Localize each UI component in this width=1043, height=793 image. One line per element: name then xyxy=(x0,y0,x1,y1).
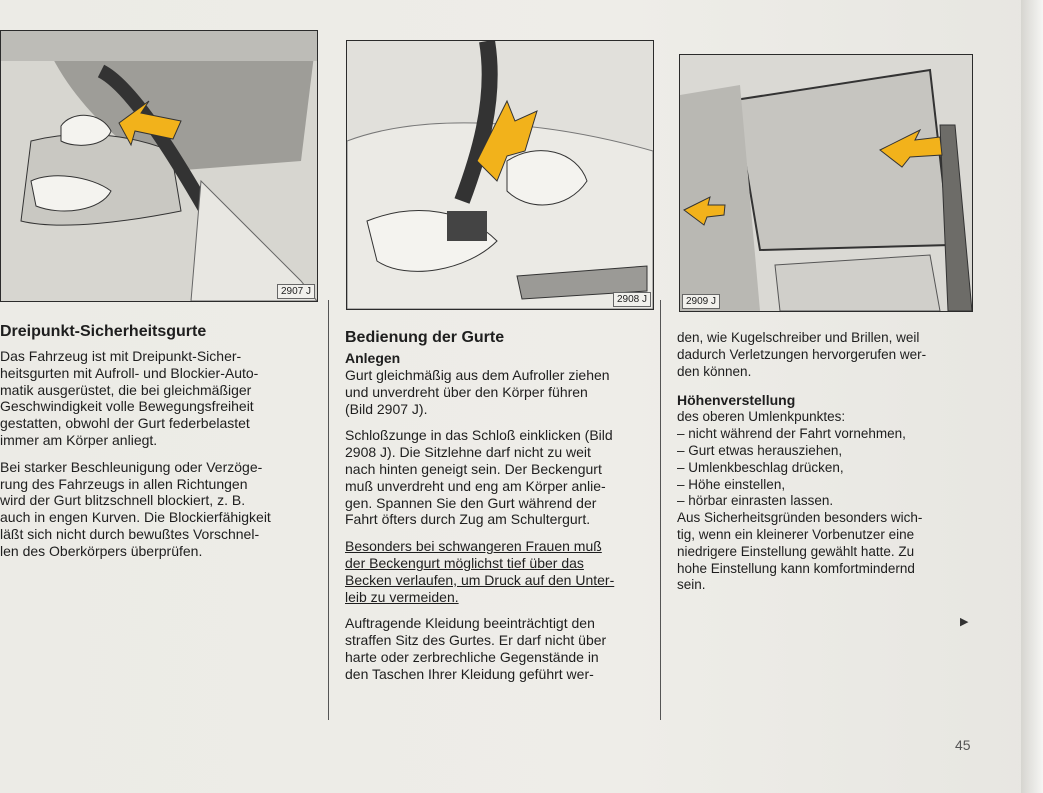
continue-arrow-icon: ▶ xyxy=(960,616,969,628)
heading-bedienung: Bedienung der Gurte xyxy=(345,329,505,346)
col3-para1: den, wie Kugelschreiber und Brillen, weil dadurch Verletzungen hervorgerufen wer- den können. xyxy=(677,330,927,379)
column-divider-left xyxy=(328,300,329,720)
col3-para2: des oberen Umlenkpunktes: – nicht während der Fahrt vornehmen, – Gurt etwas herausziehen, – Umlenkbeschlag drücken, – Höhe einstellen, – hörbar einrasten lassen. Aus Sicherheitsgründen besonders wich- tig, wenn ein kleinerer Vorbenutzer eine niedrigere Einstellung gewählt hatte. Zu hohe Einstellung kann komfortmindernd sein. xyxy=(677,409,923,593)
figure-label-2908: 2908 J xyxy=(613,292,651,307)
page-edge xyxy=(1021,0,1043,793)
col2-para1: Gurt gleichmäßig aus dem Aufroller ziehen und unverdreht über den Körper führen (Bild 2907 J). xyxy=(345,367,610,417)
figure-label-2907: 2907 J xyxy=(277,284,315,299)
figure-2907 xyxy=(0,30,318,302)
column-divider-right xyxy=(660,300,661,720)
col2-para2: Schloßzunge in das Schloß einklicken (Bild 2908 J). Die Sitzlehne darf nicht zu weit nach hinten geneigt sein. Der Beckengurt muß unverdreht und eng am Körper anlie- gen. Spannen Sie den Gurt während der Fahrt öfters durch Zug am Schultergurt. xyxy=(345,427,613,528)
figure-2908 xyxy=(346,40,654,310)
buckle-latch-illustration xyxy=(347,41,653,309)
subheading-hoehenverstellung: Höhenverstellung xyxy=(677,392,796,409)
col2-para4: Auftragende Kleidung beeinträchtigt den straffen Sitz des Gurtes. Er darf nicht über harte oder zerbrechliche Gegenstände in den Taschen Ihrer Kleidung geführt wer- xyxy=(345,615,607,682)
column-3 xyxy=(677,330,977,594)
col2-para3-underlined: Besonders bei schwangeren Frauen muß der Beckengurt möglichst tief über das Becken verlaufen, um Druck auf den Unter- leib zu vermeiden. xyxy=(345,538,615,605)
column-2 xyxy=(345,328,655,683)
height-adjustment-illustration xyxy=(680,55,972,311)
subheading-anlegen: Anlegen xyxy=(345,350,401,366)
figure-label-2909: 2909 J xyxy=(682,294,720,309)
seatbelt-pull-illustration xyxy=(1,31,317,301)
col1-para1: Das Fahrzeug ist mit Dreipunkt-Sicher- heitsgurten mit Aufroll- und Blockier-Auto- matik ausgerüstet, die bei gleichmäßiger Geschwindigkeit volle Bewegungsfreiheit gestatten, obwohl der Gurt federbelastet immer am Körper anliegt. xyxy=(0,348,259,448)
column-1 xyxy=(0,322,315,560)
figure-2909 xyxy=(679,54,973,312)
col1-para2: Bei starker Beschleunigung oder Verzöge- rung des Fahrzeugs in allen Richtungen wird der Gurt blitzschnell blockiert, z. B. auch in engen Kurven. Die Blockierfähigkeit läßt sich nicht durch bewußtes Vorschnel- len des Oberkörpers überprüfen. xyxy=(0,458,271,559)
heading-dreipunkt: Dreipunkt-Sicherheitsgurte xyxy=(0,323,207,340)
page-number: 45 xyxy=(955,737,971,753)
